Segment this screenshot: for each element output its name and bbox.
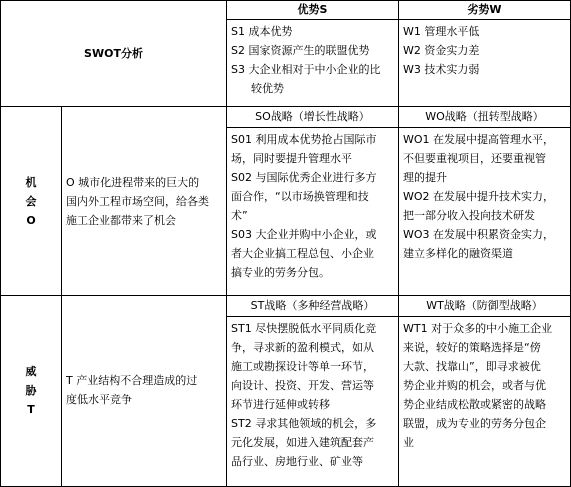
opportunity-label: 机 会 O — [25, 176, 37, 227]
opportunity-description: O 城市化进程带来的巨大的 国内外工程市场空间，给各类 施工企业都带来了机会 — [66, 176, 209, 227]
weaknesses-header: 劣势W — [467, 3, 502, 16]
strength-item: S2 国家资源产生的联盟优势 — [231, 44, 370, 57]
weaknesses-list — [403, 22, 479, 79]
wt-strategy-title: WT战略（防御型战略） — [426, 299, 543, 312]
wt-strategy-text: WT1 对于众多的中小施工企业 来说，较好的策略选择是“傍 大款、找靠山”，即寻求被优 势企业并购的机会，或者与优 势企业结成松散或紧密的战略 联盟，成为专业的劳务分包企 业 — [403, 322, 553, 449]
weakness-column-divider — [398, 0, 399, 487]
weakness-item: W1 管理水平低 — [403, 25, 480, 38]
strength-item: S3 大企业相对于中小企业的比 — [231, 63, 381, 76]
weakness-item: W3 技术实力弱 — [403, 63, 480, 76]
strength-item: S1 成本优势 — [231, 25, 293, 38]
label-column-divider — [61, 106, 62, 487]
weakness-item: W2 资金实力差 — [403, 44, 480, 57]
st-strategy-text: ST1 尽快摆脱低水平同质化竞 争，寻求新的盈利模式，如从 施工或勘探设计等单一环节， 向设计、投资、开发、营运等 环节进行延伸或转移 ST2 寻求其他领域的机会，多 元化发展，如进入建筑配套产 品行业、房地行业、矿业等 — [231, 322, 377, 468]
strength-column-divider — [226, 0, 227, 487]
st-strategy-title: ST战略（多种经营战略） — [250, 299, 375, 312]
so-strategy-text: S01 利用成本优势抢占国际市 场，同时要提升管理水平 S02 与国际优秀企业进行多方 面合作，“以市场换管理和技 术” S03 大企业并购中小企业，或 者大企业搞工程总包、小企业 搞专业的劳务分包。 — [231, 133, 377, 279]
wo-strategy-text: WO1 在发展中提高管理水平， 不但要重视项目，还要重视管 理的提升 WO2 在发展中提升技术实力， 把一部分收入投向技术研发 WO3 在发展中积累资金实力， 建立多样化的融资渠道 — [403, 133, 555, 260]
strengths-header: 优势S — [297, 3, 328, 16]
swot-analysis-label: SWOT分析 — [84, 47, 143, 60]
threat-description: T 产业结构不合理造成的过 度低水平竞争 — [66, 374, 198, 406]
strength-item: 较优势 — [251, 82, 284, 95]
so-strategy-title: SO战略（增长性战略） — [255, 110, 370, 123]
strengths-list — [231, 22, 380, 98]
threat-label: 威 胁 T — [25, 365, 37, 416]
wo-strategy-title: WO战略（扭转型战略） — [425, 110, 544, 123]
